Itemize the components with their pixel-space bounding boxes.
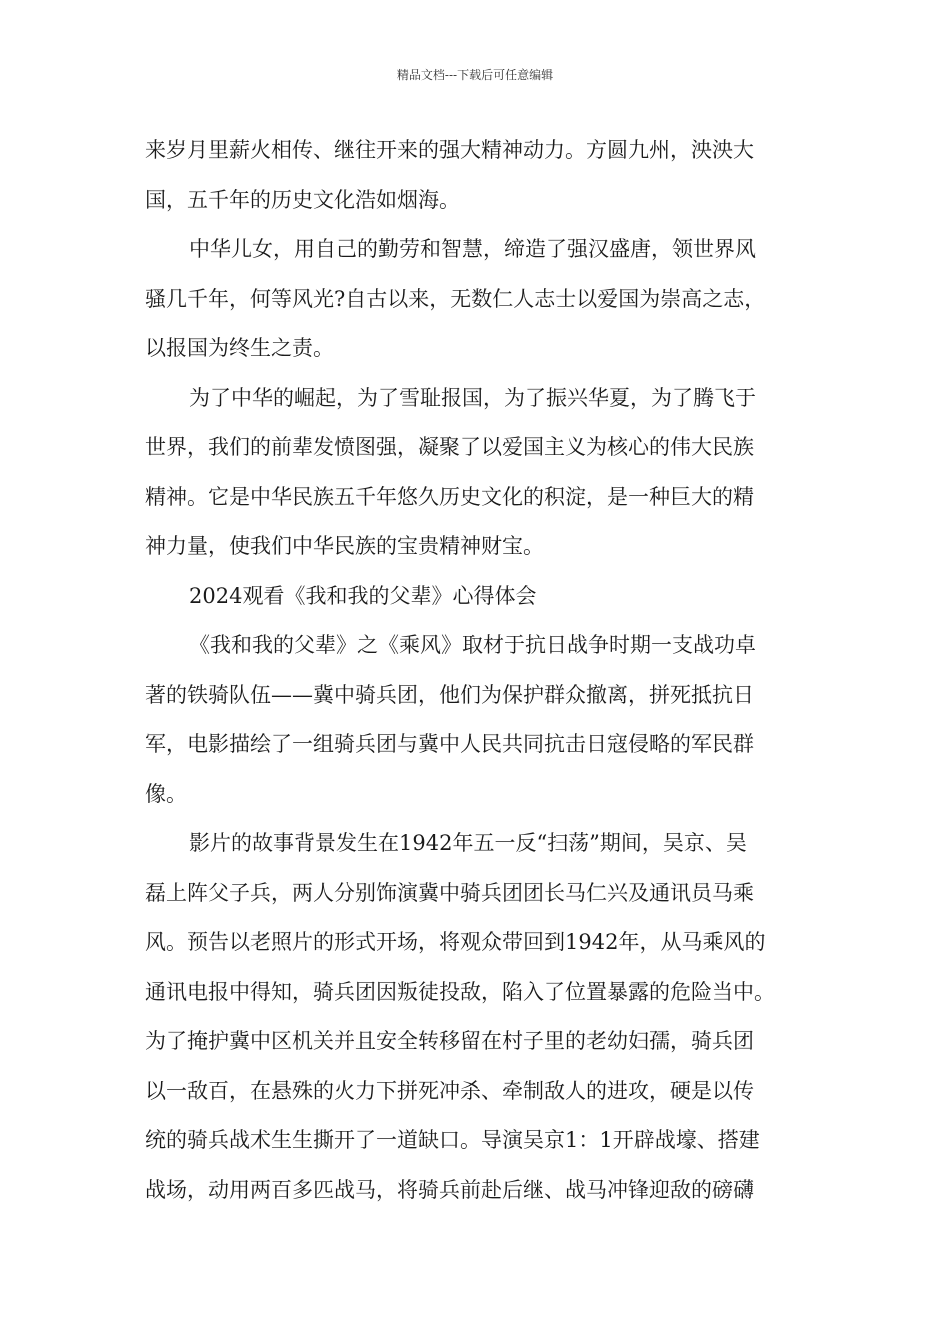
text-line: 通讯电报中得知，骑兵团因叛徒投敌，陷入了位置暴露的危险当中。	[145, 979, 775, 1004]
text-line: 著的铁骑队伍——冀中骑兵团，他们为保护群众撤离，拼死抵抗日	[145, 682, 754, 707]
text-line: 精神。它是中华民族五千年悠久历史文化的积淀，是一种巨大的精	[145, 484, 754, 509]
text-line: 以一敌百，在悬殊的火力下拼死冲杀、牵制敌人的进攻，硬是以传	[145, 1078, 754, 1103]
text-line: 以报国为终生之责。	[145, 336, 334, 360]
text-line: 磊上阵父子兵，两人分别饰演冀中骑兵团团长马仁兴及通讯员马乘	[145, 880, 754, 905]
text-line: 影片的故事背景发生在1942年五一反“扫荡”期间，吴京、吴	[189, 831, 747, 855]
paragraph-4	[145, 621, 815, 819]
text-line: 《我和我的父辈》之《乘风》取材于抗日战争时期一支战功卓	[189, 633, 756, 657]
paragraph-3	[145, 374, 815, 572]
text-line: 中华儿女，用自己的勤劳和智慧，缔造了强汉盛唐，领世界风	[189, 237, 756, 261]
paragraph-5	[145, 819, 815, 1215]
text-line: 像。	[145, 781, 187, 806]
document-body	[145, 126, 815, 1215]
paragraph-2	[145, 225, 815, 374]
text-line: 军，电影描绘了一组骑兵团与冀中人民共同抗击日寇侵略的军民群	[145, 732, 754, 756]
paragraph-1	[145, 126, 815, 225]
section-title-text: 2024观看《我和我的父辈》心得体会	[189, 583, 537, 608]
text-line: 骚几千年，何等风光?自古以来，无数仁人志士以爱国为崇高之志，	[145, 286, 766, 311]
text-line: 风。预告以老照片的形式开场，将观众带回到1942年，从马乘风的	[145, 930, 766, 954]
text-line: 世界，我们的前辈发愤图强，凝聚了以爱国主义为核心的伟大民族	[145, 435, 754, 459]
text-line: 为了掩护冀中区机关并且安全转移留在村子里的老幼妇孺，骑兵团	[145, 1029, 754, 1053]
page-header: 精品文档---下载后可任意编辑	[396, 68, 554, 82]
text-line: 来岁月里薪火相传、继往开来的强大精神动力。方圆九州，泱泱大	[145, 138, 754, 162]
text-line: 为了中华的崛起，为了雪耻报国，为了振兴华夏，为了腾飞于	[189, 385, 756, 410]
text-line: 神力量，使我们中华民族的宝贵精神财宝。	[145, 534, 544, 558]
text-line: 统的骑兵战术生生撕开了一道缺口。导演吴京1：1开辟战壕、搭建	[145, 1128, 760, 1152]
section-title	[145, 572, 815, 622]
text-line: 国，五千年的历史文化浩如烟海。	[145, 187, 460, 212]
text-line: 战场，动用两百多匹战马，将骑兵前赴后继、战马冲锋迎敌的磅礴	[145, 1177, 754, 1202]
